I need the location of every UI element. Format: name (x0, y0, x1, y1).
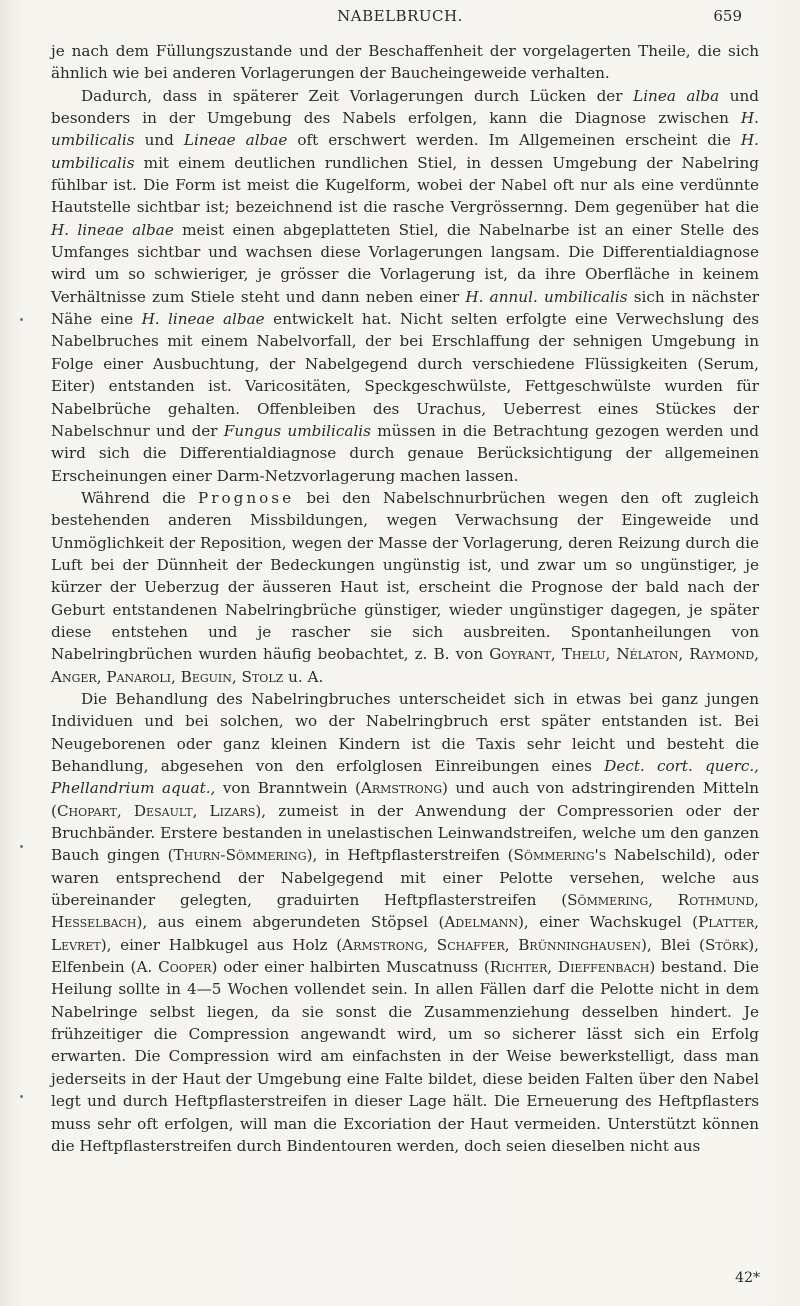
text-run: ), einer Halbkugel aus Holz ( (100, 935, 343, 954)
author-names: Goyrant, Thelu, Nélaton, Raymond, Anger, Panaroli, Beguin, Stolz (51, 645, 759, 686)
italic-term: Lineae albae (183, 131, 288, 150)
text-run: von Branntwein ( (215, 779, 361, 798)
text-run: sich in nächster Nähe eine (51, 287, 759, 329)
italic-term: H. lineae albae (51, 220, 174, 239)
text-run: ), Elfenbein ( (51, 935, 760, 977)
text-run: je nach dem Füllungszustande und der Beschaffenheit der vorgelagerten Theile, die sich ähnlich wie bei anderen Vorlagerungen der Baucheingeweide verhalten. (51, 42, 759, 83)
author-names: Richter, Dieffenbach (489, 958, 650, 977)
author-names: Adelmann (444, 913, 518, 932)
text-run: meist einen abgeplatteten Stiel, die Nabelnarbe ist an einer Stelle des Umfanges sichtbar und wachsen diese Vorlagerungen langsam. Die Differentialdiagnose wird um so schwieriger, je grösser die Vorlagerung ist, da ihre Oberfläche in keinem Verhältnisse zum Stiele steht und dann neben einer (51, 220, 760, 306)
text-run: oft erschwert werden. Im Allgemeinen erscheint die (287, 131, 741, 150)
italic-term: Fungus umbilicalis (223, 421, 371, 440)
author-names: Chopart, Desault, Lizars (56, 801, 256, 820)
paragraph (51, 40, 759, 85)
italic-term: H. umbilicalis (51, 131, 759, 172)
text-run: ), aus einem abgerundeten Stöpsel ( (136, 913, 445, 932)
text-run: entwickelt hat. Nicht selten erfolgte eine Verwechslung des Nabelbruches mit einem Nabelvorfall, der bei Erschlaffung der sehnigen Umgebung in Folge einer Ausbuchtung, der Nabelgegend durch verschiedene Flüssigkeiten (Serum, Eiter) entstanden ist. Varicositäten, Speckgeschwülste, Fettgeschwülste wurden für Nabelbrüche gehalten. Offenbleiben des Urachus, Ueberrest eines Stückes der Nabelschnur und der (51, 310, 759, 440)
text-run: ), Blei ( (641, 935, 705, 954)
text-run: u. A. (283, 667, 324, 686)
text-run: Die Behandlung des Nabelringbruches unterscheidet sich in etwas bei ganz jungen Individuen und bei solchen, wo der Nabelringbruch erst später entstanden ist. Bei Neugeborenen oder ganz kleinen Kindern ist die Taxis sehr leicht und besteht die Behandlung, abgesehen von den erfolglosen Einreibungen eines (51, 689, 759, 775)
author-names: Armstrong, Schaffer, Brünninghausen (342, 935, 641, 954)
margin-speck (20, 845, 23, 848)
italic-term: H. annul. umbilicalis (465, 287, 628, 306)
text-run: Dadurch, dass in späterer Zeit Vorlagerungen durch Lücken der (81, 86, 634, 105)
text-run: und besonders in der Umgebung des Nabels erfolgen, kann die Diagnose zwischen (51, 86, 759, 128)
text-run: müssen in die Betrachtung gezogen werden und wird sich die Differentialdiagnose durch genaue Berücksichtigung der allgemeinen Erscheinungen einer Darm-Netzvorlagerung machen lassen. (51, 421, 759, 485)
author-names: Störk (704, 935, 749, 954)
page-number: 659 (713, 7, 742, 25)
author-names: Armstrong (360, 779, 443, 798)
author-names: Sömmering, Rothmund, Hesselbach (51, 891, 759, 932)
text-run: bei den Nabelschnurbrüchen wegen den oft zugleich bestehenden anderen Missbildungen, wegen Verwachsung der Eingeweide und Unmöglichkeit der Reposition, wegen der Masse der Vorlagerung, deren Reizung durch die Luft bei der Dünnheit der Bedeckungen ungünstig ist, und zwar um so ungünstiger, je kürzer der Ueberzug der äusseren Haut ist, erscheint die Prognose der bald nach der Geburt entstandenen Nabelringbrüche günstiger, wieder ungünstiger dagegen, je später diese entstehen und je rascher sie sich ausbreiten. Spontanheilungen von Nabelringbrüchen wurden häufig beobachtet, z. B. von (51, 488, 759, 664)
body-text (51, 40, 759, 1157)
margin-speck (20, 1095, 23, 1098)
text-run: Nabelschild), oder waren entsprechend der Nabelgegend mit einer Pelotte versehen, welche aus übereinander gelegten, graduirten Heftpflasterstreifen ( (51, 846, 760, 910)
author-names: Thurn-Sömmering (173, 846, 307, 865)
text-run: Während die (81, 488, 198, 507)
paragraph (51, 688, 759, 1157)
spaced-emphasis: Prognose (198, 488, 295, 507)
text-run: mit einem deutlichen rundlichen Stiel, in dessen Umgebung der Nabelring fühlbar ist. Die Form ist meist die Kugelform, wobei der Nabel oft nur als eine verdünnte Hautstelle sichtbar ist; bezeichnend ist die rasche Vergrössernng. Dem gegenüber hat die (51, 153, 759, 217)
paragraph (51, 487, 759, 688)
author-names: Sömmering's (513, 846, 607, 865)
margin-speck (20, 318, 23, 321)
text-run: ) bestand. Die Heilung sollte in 4—5 Wochen vollendet sein. In allen Fällen darf die Pelotte nicht in dem Nabelringe selbst liegen, da sie sonst die Zusammenziehung desselben hindert. Je frühzeitiger die Compression angewandt wird, um so sicherer lässt sich ein Erfolg erwarten. Die Compression wird am einfachsten in der Weise bewerkstelligt, dass man jederseits in der Haut der Umgebung eine Falte bildet, diese beiden Falten über den Nabel legt und durch Heftpflasterstreifen in dieser Lage hält. Die Erneuerung des Heftpflasters muss sehr oft erfolgen, will man die Excoriation der Haut vermeiden. Unterstützt können die Heftpflasterstreifen durch Bindentouren werden, doch seien dieselben nicht aus (51, 958, 760, 1155)
italic-term: H. lineae albae (141, 310, 265, 329)
text-run: ), zumeist in der Anwendung der Compressorien oder der Bruchbänder. Erstere bestanden in unelastischen Leinwandstreifen, welche um den ganzen Bauch gingen ( (51, 801, 759, 865)
running-title: NABELBRUCH. (337, 7, 463, 25)
italic-term: Dect. cort. querc., Phellandrium aquat., (51, 757, 759, 798)
page-header (0, 3, 800, 27)
text-run: ) und auch von adstringirenden Mitteln ( (51, 779, 759, 820)
italic-term: Linea alba (633, 86, 720, 105)
italic-term: H. umbilicalis (51, 109, 759, 150)
author-names: Platter, Levret (51, 913, 760, 954)
text-run: ), einer Wachskugel ( (518, 913, 699, 932)
text-run: ), in Heftpflasterstreifen ( (306, 846, 514, 865)
text-run: ) oder einer halbirten Muscatnuss ( (211, 958, 490, 977)
signature-mark: 42* (735, 1270, 760, 1286)
paragraph (51, 85, 759, 487)
author-names: A. Cooper (136, 958, 212, 977)
text-run: und (134, 131, 184, 150)
